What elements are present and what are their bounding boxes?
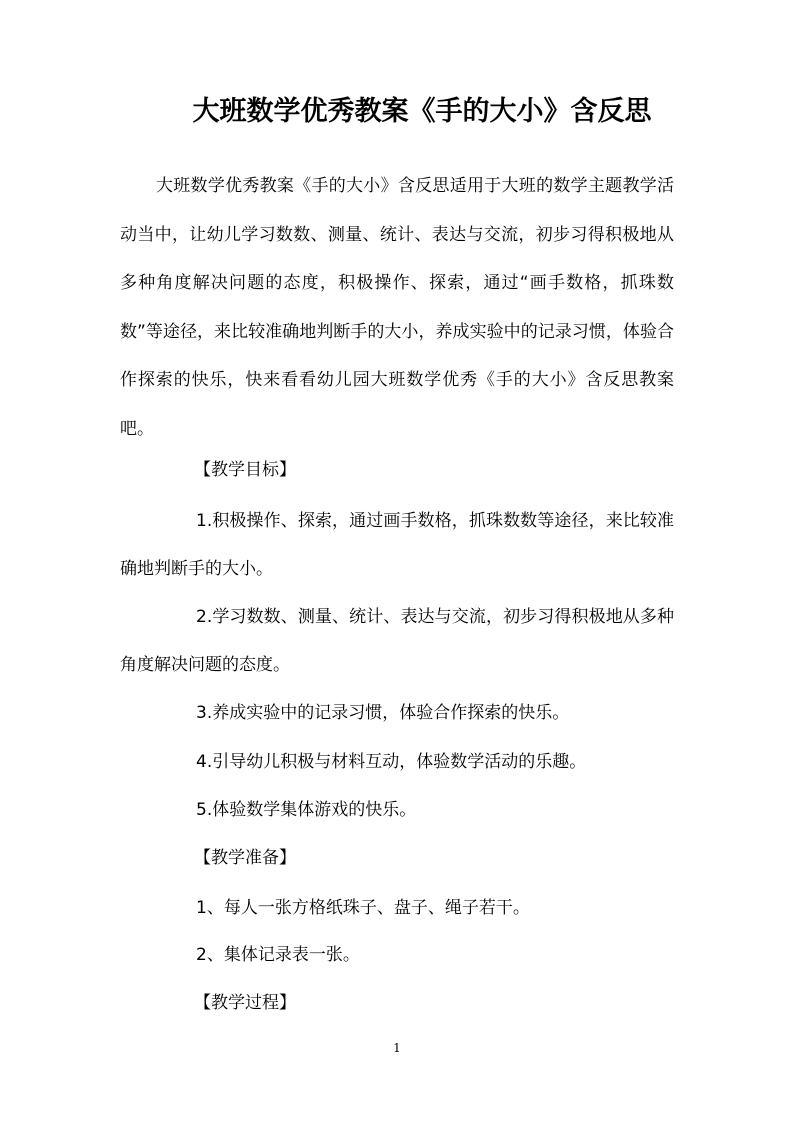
prep-heading: 【教学准备】: [194, 848, 296, 868]
goal-item-2: 2.学习数数、测量、统计、表达与交流，初步习得积极地从多种角度解决问题的态度。: [120, 607, 674, 675]
goal-item-1: 1.积极操作、探索，通过画手数格，抓珠数数等途径，来比较准确地判断手的大小。: [120, 511, 674, 579]
goal-item-3: 3.养成实验中的记录习惯，体验合作探索的快乐。: [196, 703, 570, 723]
goal-item-4: 4.引导幼儿积极与材料互动，体验数学活动的乐趣。: [196, 752, 587, 772]
page-title: 大班数学优秀教案《手的大小》含反思: [192, 96, 652, 127]
prep-item-1: 1、每人一张方格纸珠子、盘子、绳子若干。: [196, 898, 530, 918]
process-heading: 【教学过程】: [194, 993, 296, 1013]
goal-item-5: 5.体验数学集体游戏的快乐。: [196, 800, 417, 820]
intro-paragraph: 大班数学优秀教案《手的大小》含反思适用于大班的数学主题教学活动当中，让幼儿学习数数、测量、统计、表达与交流，初步习得积极地从多种角度解决问题的态度，积极操作、探索，通过“画手数格，抓珠数数”等途径，来比较准确地判断手的大小，养成实验中的记录习惯，体验合作探索的快乐，快来看看幼儿园大班数学优秀《手的大小》含反思教案吧。: [120, 176, 674, 439]
page-number: 1: [393, 1041, 401, 1055]
goals-heading: 【教学目标】: [194, 460, 296, 480]
prep-item-2: 2、集体记录表一张。: [196, 945, 360, 965]
